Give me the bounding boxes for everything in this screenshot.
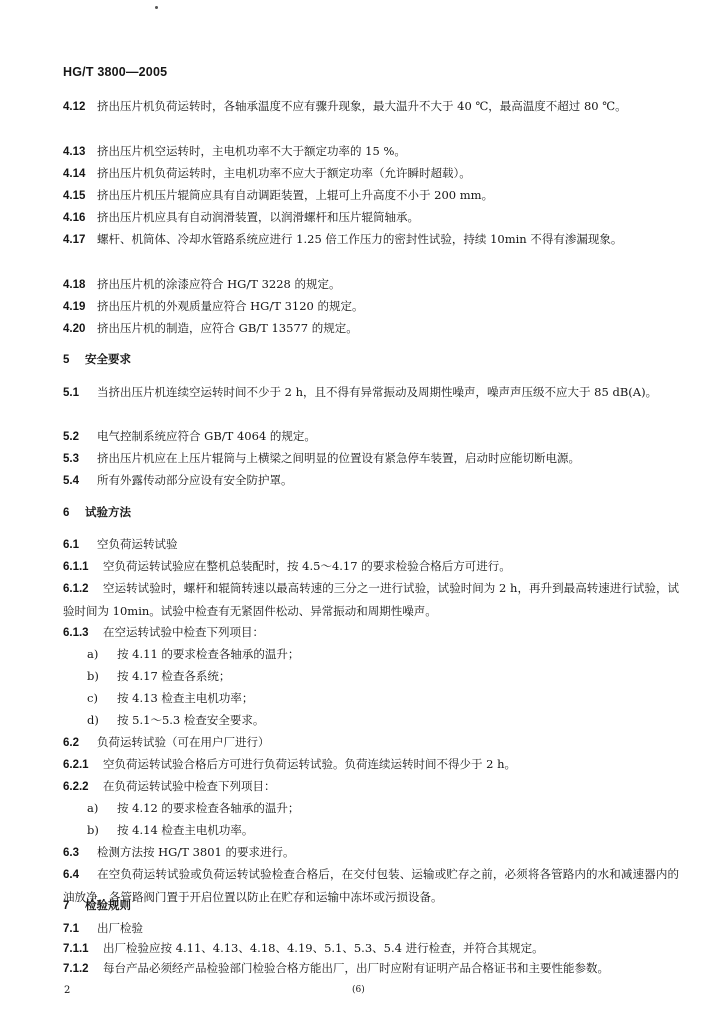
clause-number: 6.2.2 — [63, 781, 89, 793]
scan-speck — [155, 6, 158, 9]
list-item-c — [63, 688, 703, 710]
clause-text: 在负荷运转试验中检查下列项目： — [103, 779, 276, 793]
item-label: b) — [87, 823, 99, 837]
clause-number: 6.1.1 — [63, 561, 89, 573]
clause-text: 挤出压片机负荷运转时，主电机功率不应大于额定功率（允许瞬时超载）。 — [97, 166, 471, 180]
clause-text: 挤出压片机的制造，应符合 GB/T 13577 的规定。 — [97, 321, 358, 335]
clause-4-14 — [63, 163, 679, 186]
clause-number: 4.15 — [63, 190, 86, 202]
item-text: 按 4.13 检查主电机功率； — [117, 691, 254, 705]
clause-6-1-3 — [63, 622, 679, 645]
clause-text: 在空负荷运转试验或负荷运转试验检查合格后，在交付包装、运输或贮存之前，必须将各管路内的水和减速器内的油放净，各管路阀门置于开启位置以防止在贮存和运输中冻坏或污损设备。 — [63, 867, 679, 904]
item-label: a) — [87, 801, 99, 815]
clause-6-2 — [63, 732, 679, 755]
section-title: 检验规则 — [85, 900, 131, 912]
clause-text: 出厂检验应按 4.11、4.13、4.18、4.19、5.1、5.3、5.4 进行检查，并符合其规定。 — [103, 941, 544, 955]
clause-number: 7.1 — [63, 923, 79, 935]
section-title: 安全要求 — [85, 354, 131, 366]
item-text: 按 5.1～5.3 检查安全要求。 — [117, 713, 265, 727]
item-label: b) — [87, 669, 99, 683]
clause-6-1-1 — [63, 556, 679, 579]
clause-7-1-2 — [63, 958, 679, 981]
clause-6-2-2 — [63, 776, 679, 799]
clause-4-13 — [63, 141, 679, 164]
page-number: 2 — [64, 985, 71, 996]
clause-number: 4.12 — [63, 101, 86, 113]
clause-4-17 — [63, 229, 679, 252]
section-title: 试验方法 — [85, 507, 131, 519]
clause-text: 电气控制系统应符合 GB/T 4064 的规定。 — [97, 429, 316, 443]
clause-number: 5.4 — [63, 475, 79, 487]
clause-number: 4.20 — [63, 323, 86, 335]
clause-4-16 — [63, 207, 679, 230]
item-text: 按 4.14 检查主电机功率。 — [117, 823, 254, 837]
clause-number: 4.13 — [63, 146, 86, 158]
clause-text: 在空运转试验中检查下列项目： — [103, 625, 264, 639]
clause-4-18 — [63, 274, 679, 297]
clause-text: 挤出压片机的涂漆应符合 HG/T 3228 的规定。 — [97, 277, 341, 291]
clause-number: 6.1 — [63, 539, 79, 551]
clause-number: 6.4 — [63, 869, 79, 881]
clause-4-19 — [63, 296, 679, 319]
clause-5-4 — [63, 470, 679, 493]
clause-4-12 — [63, 96, 679, 119]
clause-number: 6.1.3 — [63, 627, 89, 639]
clause-number: 5.2 — [63, 431, 79, 443]
section-7-heading — [63, 896, 679, 918]
standard-code-header: HG/T 3800—2005 — [63, 65, 168, 79]
clause-text: 挤出压片机应在上压片辊筒与上横梁之间明显的位置设有紧急停车装置，启动时应能切断电源。 — [97, 451, 580, 465]
clause-text: 出厂检验 — [97, 921, 143, 935]
clause-text: 螺杆、机筒体、冷却水管路系统应进行 1.25 倍工作压力的密封性试验，持续 10min 不得有渗漏现象。 — [97, 232, 623, 246]
clause-text: 挤出压片机压片辊筒应具有自动调距装置，上辊可上升高度不小于 200 mm。 — [97, 188, 494, 202]
clause-text: 检测方法按 HG/T 3801 的要求进行。 — [97, 845, 295, 859]
clause-5-3 — [63, 448, 679, 471]
clause-number: 4.19 — [63, 301, 86, 313]
clause-number: 5.1 — [63, 387, 79, 399]
clause-number: 6.1.2 — [63, 583, 89, 595]
clause-text: 所有外露传动部分应设有安全防护罩。 — [97, 473, 293, 487]
clause-text: 每台产品必须经产品检验部门检验合格方能出厂，出厂时应附有证明产品合格证书和主要性能参数。 — [103, 961, 609, 975]
clause-5-2 — [63, 426, 679, 449]
clause-number: 7.1.2 — [63, 963, 89, 975]
item-label: d) — [87, 713, 99, 727]
clause-text: 负荷运转试验（可在用户厂进行） — [97, 735, 270, 749]
clause-number: 6.2 — [63, 737, 79, 749]
section-5-heading — [63, 350, 679, 372]
clause-text: 空运转试验时，螺杆和辊筒转速以最高转速的三分之一进行试验，试验时间为 2 h，再升到最高转速进行试验，试验时间为 10min。试验中检查有无紧固件松动、异常振动和周期性噪声。 — [63, 581, 679, 618]
clause-text: 空负荷运转试验 — [97, 537, 178, 551]
clause-number: 6.2.1 — [63, 759, 89, 771]
item-text: 按 4.17 检查各系统； — [117, 669, 231, 683]
clause-text: 挤出压片机空运转时，主电机功率不大于额定功率的 15 %。 — [97, 144, 406, 158]
clause-6-1-2 — [63, 578, 679, 622]
clause-4-20 — [63, 318, 679, 341]
clause-text: 挤出压片机应具有自动润滑装置，以润滑螺杆和压片辊筒轴承。 — [97, 210, 419, 224]
clause-text: 挤出压片机负荷运转时，各轴承温度不应有骤升现象，最大温升不大于 40 ℃，最高温度不超过 80 ℃。 — [97, 99, 627, 113]
clause-number: 4.17 — [63, 234, 86, 246]
clause-text: 空负荷运转试验合格后方可进行负荷运转试验。负荷连续运转时间不得少于 2 h。 — [103, 757, 517, 771]
section-6-heading — [63, 503, 679, 525]
section-number: 5 — [63, 354, 70, 366]
clause-6-1 — [63, 534, 679, 557]
list-item-b — [63, 666, 703, 688]
list-item-d — [63, 710, 703, 732]
clause-number: 7.1.1 — [63, 943, 89, 955]
section-number: 6 — [63, 507, 70, 519]
list-item-a — [63, 644, 703, 666]
clause-4-15 — [63, 185, 679, 208]
clause-text: 挤出压片机的外观质量应符合 HG/T 3120 的规定。 — [97, 299, 364, 313]
item-text: 按 4.11 的要求检查各轴承的温升； — [117, 647, 300, 661]
clause-6-2-1 — [63, 754, 679, 777]
item-label: c) — [87, 691, 98, 705]
center-page-number: (6) — [352, 985, 365, 995]
section-number: 7 — [63, 900, 70, 912]
item-label: a) — [87, 647, 99, 661]
clause-number: 6.3 — [63, 847, 79, 859]
clause-number: 4.16 — [63, 212, 86, 224]
clause-number: 4.18 — [63, 279, 86, 291]
list-item-b — [63, 820, 703, 842]
clause-text: 空负荷运转试验应在整机总装配时，按 4.5～4.17 的要求检验合格后方可进行。 — [103, 559, 511, 573]
clause-6-3 — [63, 842, 679, 865]
item-text: 按 4.12 的要求检查各轴承的温升； — [117, 801, 300, 815]
clause-number: 4.14 — [63, 168, 86, 180]
clause-text: 当挤出压片机连续空运转时间不少于 2 h，且不得有异常振动及周期性噪声，噪声声压级不应大于 85 dB(A)。 — [97, 385, 658, 399]
list-item-a — [63, 798, 703, 820]
clause-5-1 — [63, 382, 679, 405]
clause-number: 5.3 — [63, 453, 79, 465]
